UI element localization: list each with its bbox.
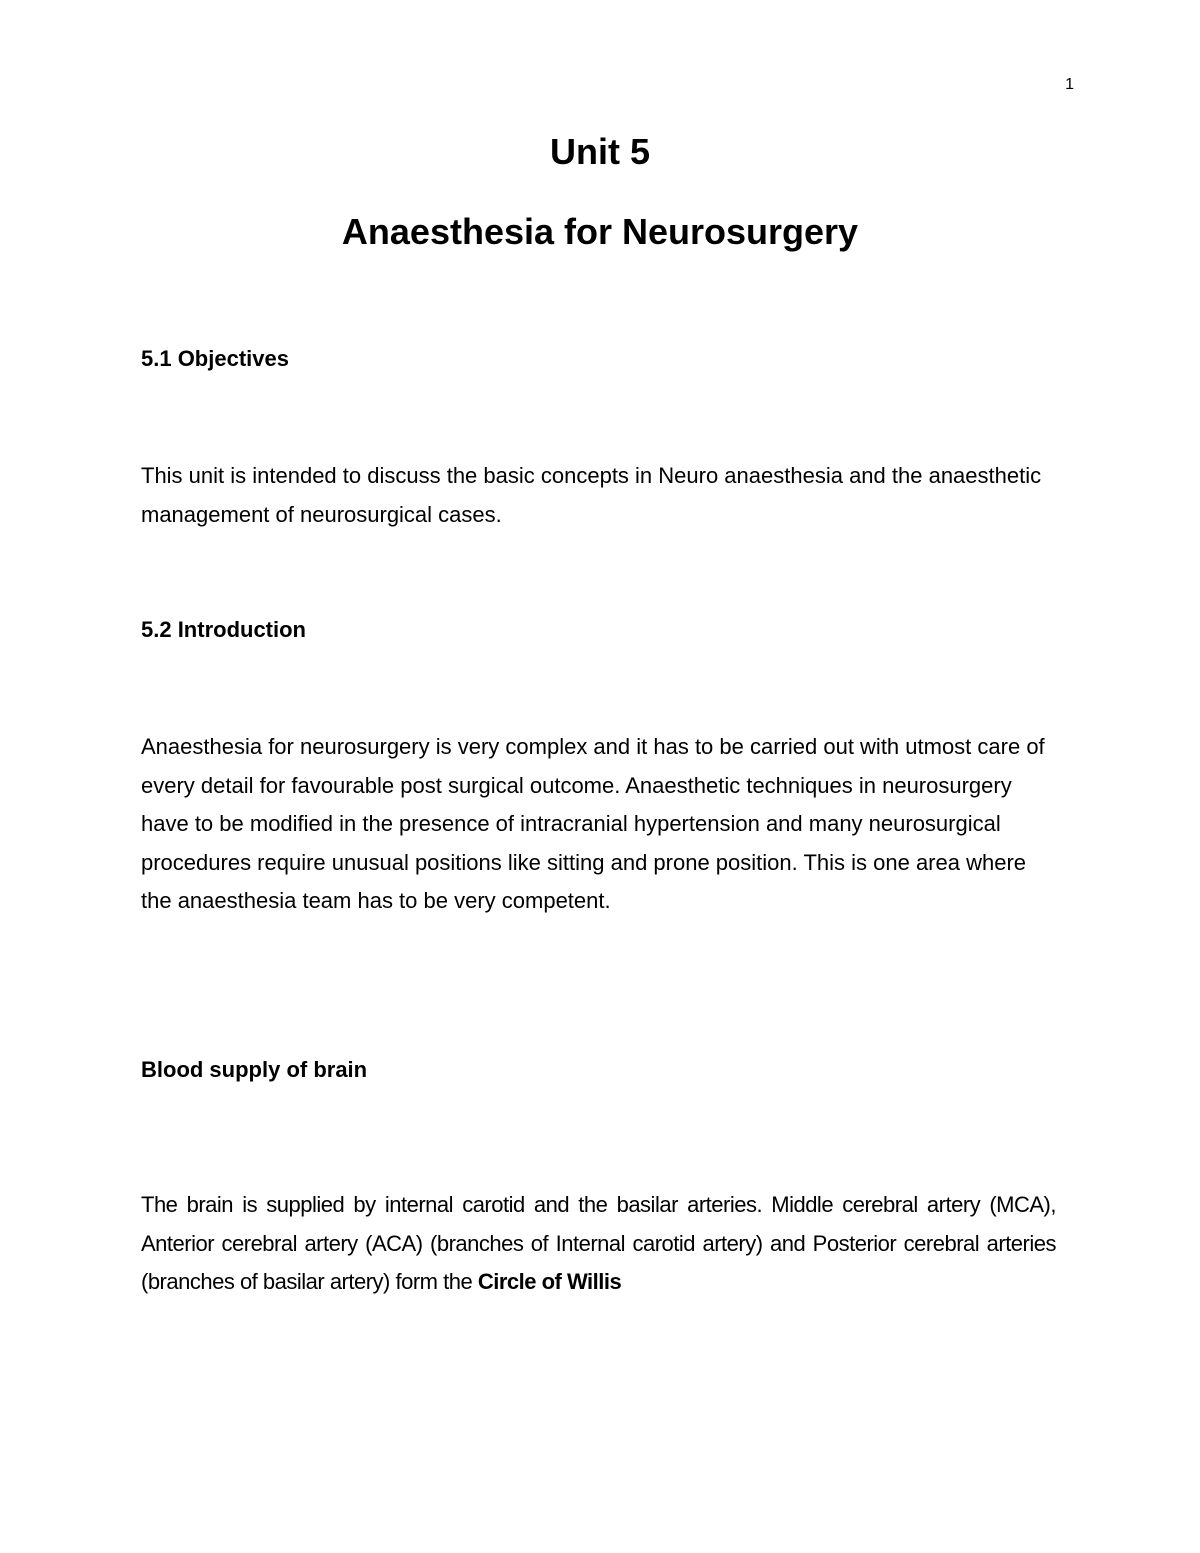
document-title: Anaesthesia for Neurosurgery	[341, 211, 859, 252]
circle-of-willis-term: Circle of Willis	[477, 1269, 622, 1294]
blood-supply-paragraph	[141, 1186, 1056, 1302]
blood-supply-text: The brain is supplied by internal carotid and the basilar arteries. Middle cerebral artery (MCA), Anterior cerebral artery (ACA) (branches of Internal carotid artery) and Posterior cerebral arteries (branches of basilar artery) form the	[141, 1192, 1056, 1294]
unit-title: Unit 5	[549, 131, 650, 172]
objectives-heading: 5.1 Objectives	[141, 346, 289, 371]
introduction-paragraph: Anaesthesia for neurosurgery is very complex and it has to be carried out with utmost care of every detail for favourable post surgical outcome. Anaesthetic techniques in neurosurgery have to be modified in the presence of intracranial hypertension and many neurosurgical procedures require unusual positions like sitting and prone position. This is one area where the anaesthesia team has to be very competent.	[141, 734, 1045, 913]
page-number: 1	[1065, 76, 1074, 93]
introduction-heading: 5.2 Introduction	[141, 617, 306, 642]
objectives-paragraph: This unit is intended to discuss the basic concepts in Neuro anaesthesia and the anaesthetic management of neurosurgical cases.	[141, 463, 1042, 527]
blood-supply-heading: Blood supply of brain	[141, 1057, 368, 1082]
